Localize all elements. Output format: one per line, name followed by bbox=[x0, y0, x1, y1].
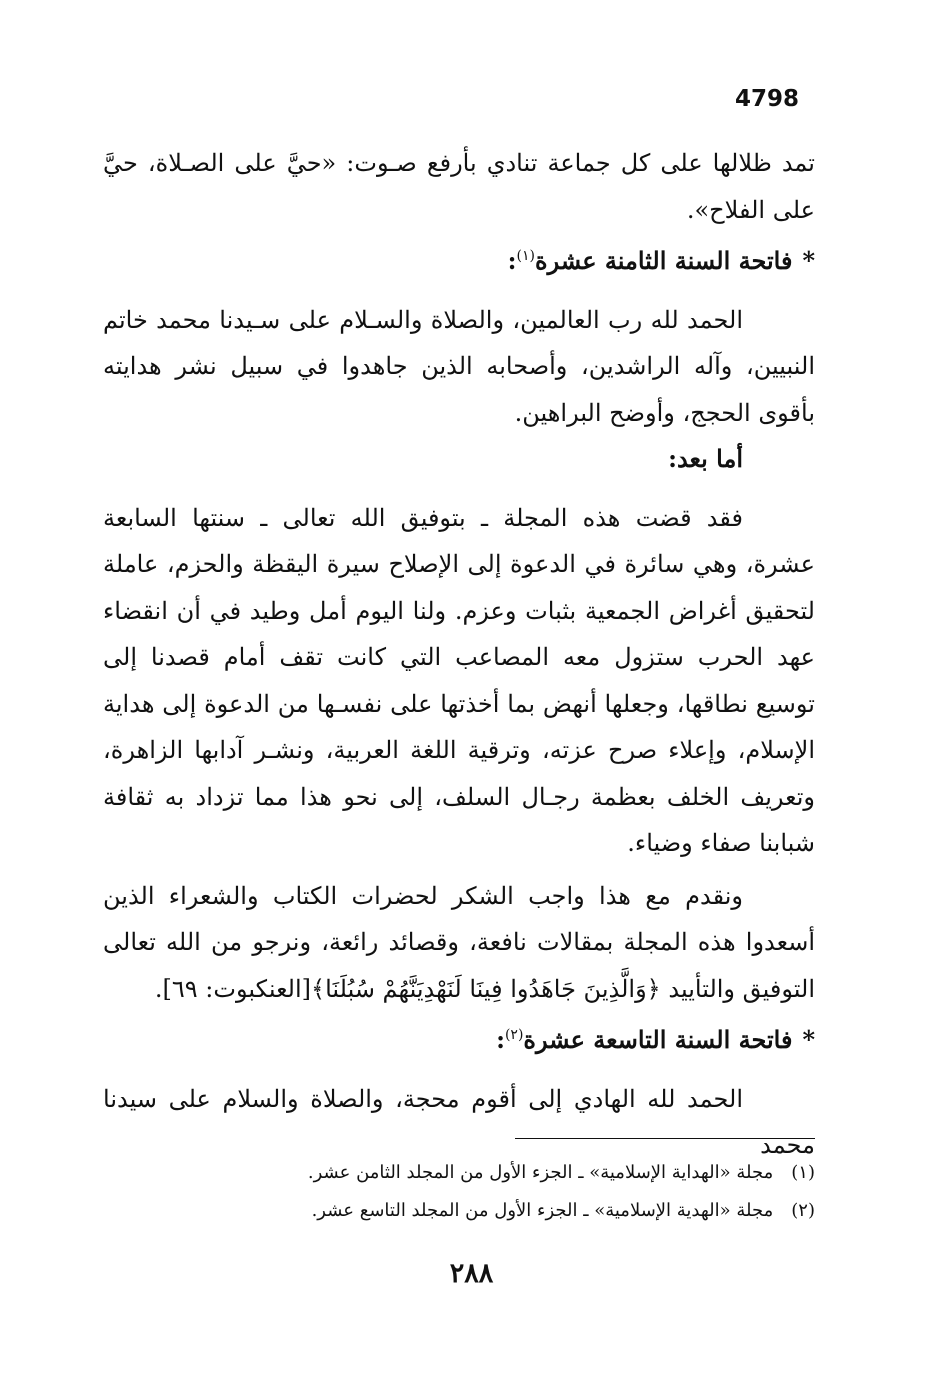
footnote-number: (١) bbox=[791, 1162, 815, 1183]
paragraph-thanks bbox=[103, 873, 815, 1013]
heading-text: فاتحة السنة الثامنة عشرة bbox=[535, 246, 793, 275]
thanks-text: ونقدم مع هذا واجب الشكر لحضرات الكتاب والشعراء الذين أسعدوا هذه المجلة بمقالات نافعة، وقصائد رائعة، ونرجو من الله تعالى التوفيق والتأييد bbox=[103, 881, 815, 1003]
page-number: ٢٨٨ bbox=[449, 1258, 494, 1289]
footnote-divider bbox=[515, 1138, 815, 1139]
footnote-marker: (١) bbox=[516, 248, 535, 264]
amma-baad-heading: أما بعد: bbox=[668, 444, 743, 473]
section-heading-19 bbox=[103, 1012, 815, 1064]
heading-colon: : bbox=[496, 1025, 505, 1054]
verse-reference: [العنكبوت: ٦٩]. bbox=[154, 974, 312, 1003]
footnote-text: مجلة «الهداية الإسلامية» ـ الجزء الأول من المجلد الثامن عشر. bbox=[307, 1162, 774, 1183]
heading-text: فاتحة السنة التاسعة عشرة bbox=[523, 1025, 793, 1054]
footnotes bbox=[103, 1154, 815, 1230]
footnote-marker: (٢) bbox=[504, 1027, 524, 1043]
bullet-asterisk: * bbox=[802, 246, 815, 275]
bullet-asterisk: * bbox=[802, 1025, 815, 1054]
footnote-number: (٢) bbox=[791, 1200, 815, 1221]
section-heading-18 bbox=[103, 233, 815, 285]
quran-verse: ﴿وَالَّذِينَ جَاهَدُوا فِينَا لَنَهْدِيَنَّهُمْ سُبُلَنَا﴾ bbox=[311, 974, 661, 1003]
page-body bbox=[103, 140, 815, 1169]
footnote-text: مجلة «الهدية الإسلامية» ـ الجزء الأول من المجلد التاسع عشر. bbox=[311, 1200, 774, 1221]
paragraph-praise: الحمد لله رب العالمين، والصلاة والسـلام على سـيدنا محمد خاتم النبيين، وآله الراشدين، وأصحابه الذين جاهدوا في سبيل نشر هدايته بأقوى الحجج، وأوضح البراهين. bbox=[103, 305, 815, 427]
paragraph-opening-19: الحمد لله الهادي إلى أقوم محجة، والصلاة والسلام على سيدنا محمد bbox=[103, 1084, 815, 1159]
paragraph-continuation: تمد ظلالها على كل جماعة تنادي بأرفع صـوت: «حيَّ على الصـلاة، حيَّ على الفلاح». bbox=[103, 149, 815, 224]
paragraph-main: فقد قضت هذه المجلة ـ بتوفيق الله تعالى ـ سنتها السابعة عشرة، وهي سائرة في الدعوة إلى الإصلاح سيرة اليقظة والحزم، عاملة لتحقيق أغراض الجمعية بثبات وعزم. ولنا اليوم أمل وطيد في أن انقضاء عهد الحرب ستزول معه المصاعب التي كانت تقف أمام قصدنا إلى توسيع نطاقها، وجعلها أنهض بما أخذتها على نفسـها من الدعوة إلى هداية الإسلام، وإعلاء صرح عزته، وترقية اللغة العربية، ونشـر آدابها الزاهرة، وتعريف الخلف بعظمة رجـال السلف، إلى نحو هذا مما تزداد به ثقافة شبابنا صفاء وضياء. bbox=[103, 503, 815, 857]
reference-number: 4798 bbox=[735, 86, 800, 112]
heading-colon: : bbox=[507, 246, 517, 275]
footnote-item bbox=[103, 1154, 815, 1192]
footnote-item bbox=[103, 1192, 815, 1230]
